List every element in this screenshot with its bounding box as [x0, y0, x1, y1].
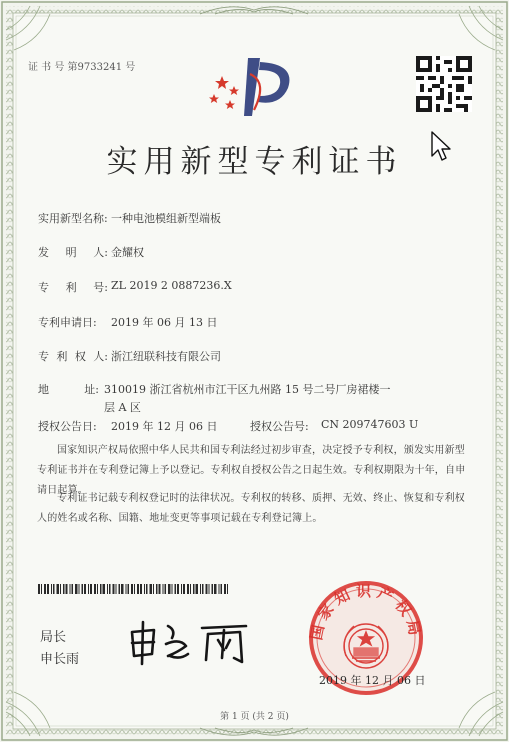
barcode-bar [51, 584, 52, 594]
barcode-bar [103, 584, 105, 594]
barcode-bar [119, 584, 121, 594]
barcode-bar [134, 584, 135, 594]
barcode-bar [214, 584, 216, 594]
barcode-bar [202, 584, 204, 594]
patentee-label: 专 利 权 人: [38, 350, 108, 363]
barcode-bar [168, 584, 170, 594]
barcode-bar [196, 584, 198, 594]
barcode-bar [209, 584, 210, 594]
patent-number-label: 专 利 号: [38, 281, 108, 294]
inventor-value: 金耀权 [111, 246, 144, 259]
barcode-bar [75, 584, 77, 594]
barcode-bar [224, 584, 226, 594]
filing-date-label: 专利申请日: [38, 316, 97, 329]
utility-model-name-label: 实用新型名称: [38, 212, 108, 225]
barcode-bar [200, 584, 201, 594]
barcode-bar [187, 584, 189, 594]
barcode-bar [153, 584, 154, 594]
inventor-label: 发 明 人: [38, 246, 108, 259]
barcode-bar [97, 584, 98, 594]
barcode-bar [174, 584, 176, 594]
barcode-bar [78, 584, 79, 594]
barcode-bar [150, 584, 152, 594]
barcode-bar [47, 584, 49, 594]
filing-date-value: 2019 年 06 月 13 日 [111, 316, 218, 329]
barcode-bar [156, 584, 158, 594]
barcode-bar [44, 584, 46, 594]
barcode-bar [60, 584, 61, 594]
patent-number-value: ZL 2019 2 0887236.X [111, 279, 232, 292]
seal-ring-text: 国家知识产权局 [307, 582, 425, 642]
barcode-bar [140, 584, 142, 594]
certificate-paragraph-2: 专利证书记载专利权登记时的法律状况。专利权的转移、质押、无效、终止、恢复和专利权人的姓名或名称、国籍、地址变更等事项记载在专利登记簿上。 [37, 493, 465, 524]
barcode-bar [107, 584, 108, 594]
barcode-bar [94, 584, 96, 594]
cnipa-logo-icon [208, 54, 300, 118]
barcode-bar [181, 584, 182, 594]
seal-date: 2019 年 12 月 06 日 [319, 674, 426, 687]
address-line-1: 310019 浙江省杭州市江干区九州路 15 号二号厂房裙楼一 [104, 383, 391, 396]
barcode-bar [88, 584, 89, 594]
barcode-bar [183, 584, 185, 594]
barcode-bar [72, 584, 74, 594]
barcode-bar [227, 584, 228, 594]
barcode-bar [171, 584, 172, 594]
grant-number-value: CN 209747603 U [321, 418, 419, 431]
barcode-bar [84, 584, 86, 594]
barcode-bar [146, 584, 148, 594]
barcode-bar [218, 584, 219, 594]
barcode-bar [112, 584, 114, 594]
patentee-value: 浙江纽联科技有限公司 [111, 350, 221, 363]
barcode-bar [177, 584, 179, 594]
barcode-bar [63, 584, 65, 594]
barcode-bar [131, 584, 133, 594]
address-label: 地 址: [38, 383, 99, 396]
barcode-bar [137, 584, 139, 594]
certificate-number: 证 书 号 第9733241 号 [28, 62, 136, 73]
page-number: 第 1 页 (共 2 页) [220, 712, 289, 722]
barcode-bar [165, 584, 167, 594]
handwritten-signature [128, 618, 258, 666]
utility-model-name-value: 一种电池模组新型端板 [111, 212, 221, 225]
barcode-bar [190, 584, 191, 594]
barcode-bar [116, 584, 117, 594]
certificate-title: 实用新型专利证书 [106, 144, 403, 180]
barcode-bar [163, 584, 164, 594]
barcode-bar [38, 584, 40, 594]
barcode-bar [90, 584, 92, 594]
barcode-bar [220, 584, 222, 594]
barcode-bar [144, 584, 145, 594]
certificate-paragraph-1: 国家知识产权局依照中华人民共和国专利法经过初步审查，决定授予专利权，颁发实用新型专利证书并在专利登记簿上予以登记。专利权自授权公告之日起生效。专利权期限为十年，自申请日起算。 [37, 445, 466, 496]
barcode-bar [57, 584, 59, 594]
barcode-bar [125, 584, 126, 594]
barcode-bar [65, 584, 67, 594]
barcode-bar [109, 584, 111, 594]
director-name: 申长雨 [40, 652, 80, 667]
barcode-bar [193, 584, 195, 594]
barcode-bar [100, 584, 102, 594]
barcode-bar [212, 584, 214, 594]
grant-date-label: 授权公告日: [38, 420, 97, 433]
grant-date-value: 2019 年 12 月 06 日 [111, 420, 218, 433]
barcode-bar [41, 584, 42, 594]
grant-number-label: 授权公告号: [250, 420, 309, 433]
barcode-bar [158, 584, 160, 594]
barcode-bar [205, 584, 207, 594]
barcode-bar [81, 584, 83, 594]
barcode-bar [70, 584, 71, 594]
address-line-2: 层 A 区 [104, 401, 141, 414]
barcode-bar [121, 584, 123, 594]
barcode-bar [127, 584, 129, 594]
barcode-bar [53, 584, 55, 594]
director-title: 局长 [40, 630, 67, 645]
qr-code-icon [416, 56, 472, 112]
barcode [38, 584, 230, 594]
